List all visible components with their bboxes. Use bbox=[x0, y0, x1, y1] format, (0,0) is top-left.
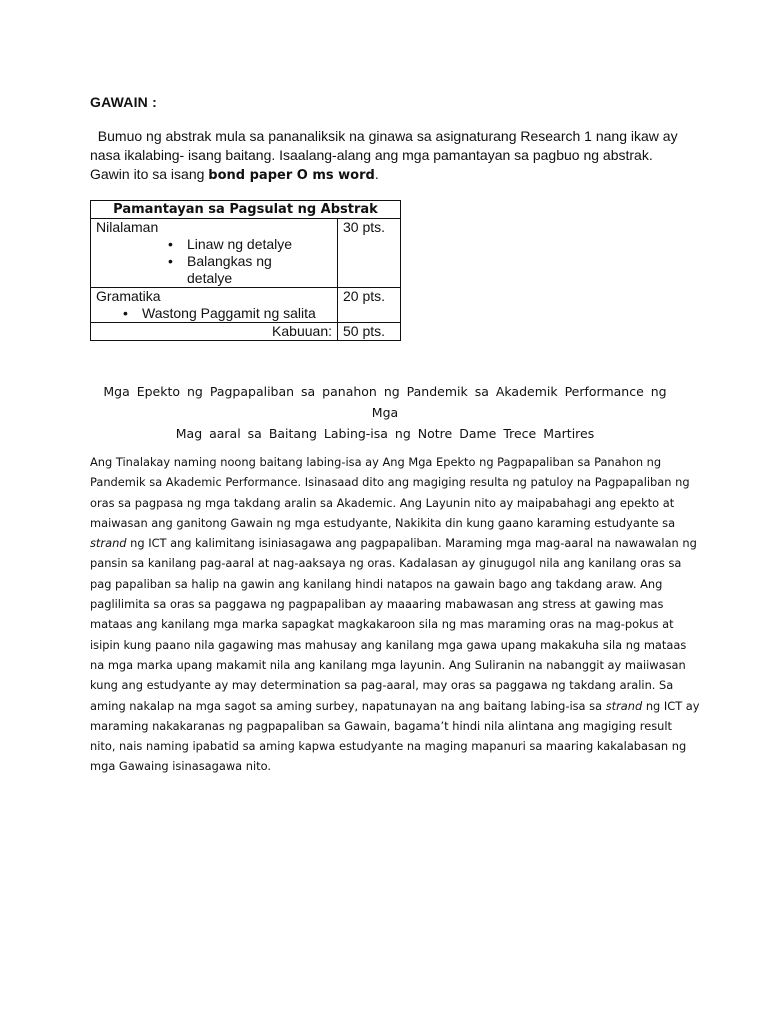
abstract-text: mga Gawaing isinasagawa nito. bbox=[90, 759, 272, 774]
bullet-icon: • bbox=[168, 253, 173, 269]
rubric-sub-item bbox=[96, 236, 332, 253]
abstract-italic-text: strand bbox=[90, 536, 127, 551]
rubric-points-cell: 20 pts. bbox=[338, 288, 401, 323]
rubric-row-gramatika bbox=[91, 288, 401, 323]
abstract-text: maraming nakakaranas ng pagpapaliban sa Gawain, bagama’t hindi nila alintana ang magiging result bbox=[90, 718, 672, 733]
study-title-line: Mga Epekto ng Pagpapaliban sa panahon ng Pandemik sa Akademik Performance ng Mga bbox=[103, 384, 667, 420]
abstract-text: paglilimita sa oras sa paggawa ng pagpapaliban ay maaaring mabawasan ang stress at gawing mas bbox=[90, 597, 664, 612]
rubric-total-label: Kabuuan: bbox=[91, 323, 338, 341]
instructions-paragraph bbox=[90, 127, 685, 185]
abstract-line bbox=[90, 513, 690, 533]
abstract-text: mataas ang kanilang mga marka sapagkat magkakaroon sila ng mas maraming oras na mag-pokus at bbox=[90, 617, 674, 632]
instructions-bold-text: bond paper O ms word bbox=[208, 168, 375, 183]
abstract-text: ng ICT ang kalimitang isiniasagawa ang pagpapaliban. Maraming mga mag-aaral na nawawalan ng bbox=[126, 536, 697, 551]
rubric-header-row bbox=[91, 201, 401, 219]
rubric-sub-item-text: Linaw ng detalye bbox=[187, 236, 293, 252]
abstract-italic-text: strand bbox=[605, 698, 643, 713]
instructions-end: . bbox=[374, 166, 379, 182]
rubric-criterion-label: Gramatika bbox=[96, 288, 161, 304]
rubric-sub-list bbox=[96, 236, 332, 287]
abstract-line bbox=[90, 594, 690, 614]
abstract-line bbox=[90, 533, 697, 553]
rubric-sub-item-text: Wastong Paggamit ng salita bbox=[142, 305, 316, 321]
abstract-line bbox=[90, 574, 690, 594]
abstract-line bbox=[90, 675, 690, 695]
bullet-icon: • bbox=[123, 305, 128, 321]
abstract-paragraph bbox=[90, 452, 700, 777]
rubric-sub-item bbox=[96, 253, 332, 270]
abstract-text: isipin kung paano nila gagawing mas mahusay ang kanilang mga gawa upang makakuha sila ng mataas bbox=[90, 637, 687, 652]
rubric-criterion-cell bbox=[91, 288, 338, 323]
rubric-criterion-label: Nilalaman bbox=[96, 219, 159, 235]
rubric-table bbox=[90, 200, 401, 341]
bullet-icon: • bbox=[168, 236, 173, 252]
study-title-line: Mag aaral sa Baitang Labing-isa ng Notre Dame Trece Martires bbox=[175, 426, 595, 441]
abstract-line bbox=[90, 472, 690, 492]
abstract-text: na mga marka upang makamit nila ang kanilang mga layunin. Ang Suliranin na nabanggit ay maiiwasan bbox=[90, 657, 686, 672]
abstract-text: kung ang estudyante ay may determination sa pag-aaral, may oras sa paggawa ng takdang aralin. Sa bbox=[90, 678, 674, 693]
abstract-text: pag papaliban sa halip na gawin ang kanilang hindi natapos na gawain bago ang takdang araw. Ang bbox=[90, 576, 663, 591]
rubric-total-row bbox=[91, 323, 401, 341]
rubric-points-cell: 30 pts. bbox=[338, 219, 401, 288]
rubric-total-points: 50 pts. bbox=[338, 323, 401, 341]
abstract-text: pansin sa kanilang pag-aaral at nag-aaksaya ng oras. Kadalasan ay ginugugol nila ang kanilang oras sa bbox=[90, 556, 682, 571]
rubric-sub-item-text: Balangkas ng bbox=[187, 253, 272, 269]
rubric-sub-item-continuation bbox=[96, 270, 332, 287]
rubric-criterion-cell bbox=[91, 219, 338, 288]
rubric-sub-item-text: detalye bbox=[187, 270, 233, 286]
abstract-line bbox=[90, 452, 690, 472]
abstract-text: nito, nais naming ipabatid sa aming kapwa estudyante na maging mapanuri sa maaring kakalabasan ng bbox=[90, 739, 687, 754]
abstract-line bbox=[90, 635, 690, 655]
abstract-line bbox=[90, 614, 690, 634]
abstract-line bbox=[90, 553, 690, 573]
abstract-line bbox=[90, 756, 690, 776]
abstract-line bbox=[90, 716, 690, 736]
abstract-text: Ang Tinalakay naming noong baitang labing-isa ay Ang Mga Epekto ng Pagpapaliban sa Panahon ng bbox=[90, 455, 662, 469]
abstract-text: Pandemik sa Akademic Performance. Isinasaad dito ang magiging resulta ng patuloy na Pagpapaliban ng bbox=[90, 475, 690, 490]
abstract-line bbox=[90, 696, 700, 716]
abstract-text: aming nakalap na mga sagot sa aming surbey, napatunayan na ang baitang labing-isa sa bbox=[90, 698, 606, 713]
rubric-row-nilalaman bbox=[91, 219, 401, 288]
abstract-text: ng ICT ay bbox=[642, 698, 700, 713]
abstract-line bbox=[90, 736, 690, 756]
study-title bbox=[90, 381, 680, 444]
abstract-line bbox=[90, 655, 690, 675]
rubric-sub-item bbox=[96, 305, 332, 322]
rubric-header: Pamantayan sa Pagsulat ng Abstrak bbox=[91, 201, 401, 219]
abstract-text: oras sa pagpasa ng mga takdang aralin sa Akademic. Ang Layunin nito ay maipabahagi ang epekto at bbox=[90, 495, 675, 510]
abstract-text: maiwasan ang ganitong Gawain ng mga estudyante, Nakikita din kung gaano karaming estudyante sa bbox=[90, 515, 676, 530]
abstract-line bbox=[90, 493, 690, 513]
rubric-sub-list bbox=[96, 305, 332, 322]
gawain-heading: GAWAIN : bbox=[90, 94, 157, 110]
instructions-text: Bumuo ng abstrak mula sa pananaliksik na ginawa sa asignaturang Research 1 nang ikaw ay nasa ikalabing- isang baitang. Isaalang-alang ang mga pamantayan sa pagbuo ng abstrak. Gawin ito sa isang bbox=[90, 128, 678, 182]
